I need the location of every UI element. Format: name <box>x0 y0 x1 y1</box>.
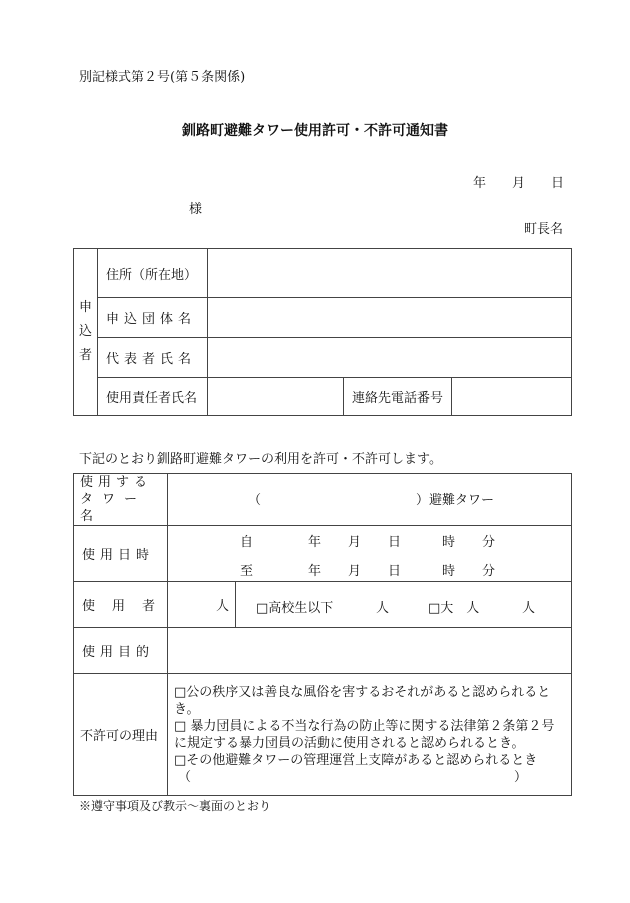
to-month-unit: 月 <box>348 564 362 579</box>
reason-field <box>168 674 572 796</box>
org-name-field[interactable] <box>208 298 572 338</box>
date-line: 年 月 日 <box>473 176 565 191</box>
from-month-unit: 月 <box>348 535 362 550</box>
issuer-name: 町長名 <box>524 222 564 237</box>
tower-paren-open: （ <box>248 493 262 508</box>
reason-option-public-order[interactable]: □公の秩序又は善良な風俗を害するおそれがあると認められるとき。 <box>174 684 551 717</box>
to-minute-unit: 分 <box>482 564 496 579</box>
org-name-label: 申込団体名 <box>98 298 208 338</box>
reason-option-gang[interactable]: □ 暴力団員による不当な行為の防止等に関する法律第２条第２号に規定する暴力団員の活動に使用されると認められるとき。 <box>174 718 555 751</box>
to-year-unit: 年 <box>308 564 322 579</box>
users-label: 使 用 者 <box>74 582 168 628</box>
from-hour-unit: 時 <box>442 535 456 550</box>
reason-option-other[interactable]: □その他避難タワーの管理運営上支障があると認められるとき <box>174 752 538 768</box>
applicant-section-label: 申 込 者 <box>74 249 98 416</box>
applicant-table <box>73 248 572 416</box>
rep-name-field[interactable] <box>208 338 572 378</box>
users-total-unit: 人 <box>215 599 229 614</box>
footnote: ※遵守事項及び教示～裏面のとおり <box>79 799 272 813</box>
purpose-field[interactable] <box>168 628 572 674</box>
addressee-suffix: 様 <box>189 202 203 217</box>
datetime-label: 使用日時 <box>74 526 168 582</box>
intro-text: 下記のとおり釧路町避難タワーの利用を許可・不許可します。 <box>79 452 442 467</box>
manager-name-label: 使用責任者氏名 <box>98 378 208 416</box>
tower-name-field[interactable] <box>168 474 572 526</box>
phone-field[interactable] <box>452 378 572 416</box>
from-day-unit: 日 <box>388 535 402 550</box>
purpose-label: 使用目的 <box>74 628 168 674</box>
address-field[interactable] <box>208 249 572 298</box>
rep-name-label: 代表者氏名 <box>98 338 208 378</box>
users-adult-checkbox[interactable]: □大 人 <box>428 601 480 616</box>
reason-paren-close: ） <box>514 769 528 785</box>
tower-suffix: ）避難タワー <box>416 493 495 508</box>
reason-label: 不許可の理由 <box>74 674 168 796</box>
from-minute-unit: 分 <box>482 535 496 550</box>
phone-label: 連絡先電話番号 <box>344 378 452 416</box>
users-hs-unit: 人 <box>376 601 390 616</box>
from-prefix: 自 <box>240 535 254 550</box>
reason-other-paren <box>174 769 567 786</box>
to-prefix: 至 <box>240 564 254 579</box>
tower-name-label: 使用する タワー名 <box>74 474 168 526</box>
datetime-field[interactable] <box>168 526 572 582</box>
users-total-field[interactable] <box>168 582 236 628</box>
to-day-unit: 日 <box>388 564 402 579</box>
from-year-unit: 年 <box>308 535 322 550</box>
details-table <box>73 473 572 796</box>
page-title: 釧路町避難タワー使用許可・不許可通知書 <box>182 123 448 139</box>
users-adult-unit: 人 <box>522 601 536 616</box>
reason-paren-open: （ <box>178 769 192 785</box>
manager-name-field[interactable] <box>208 378 344 416</box>
address-label: 住所（所在地） <box>98 249 208 298</box>
to-hour-unit: 時 <box>442 564 456 579</box>
users-breakdown-field[interactable] <box>236 582 572 628</box>
users-hs-checkbox[interactable]: □高校生以下 <box>256 601 334 616</box>
form-number: 別記様式第２号(第５条関係) <box>79 70 246 85</box>
